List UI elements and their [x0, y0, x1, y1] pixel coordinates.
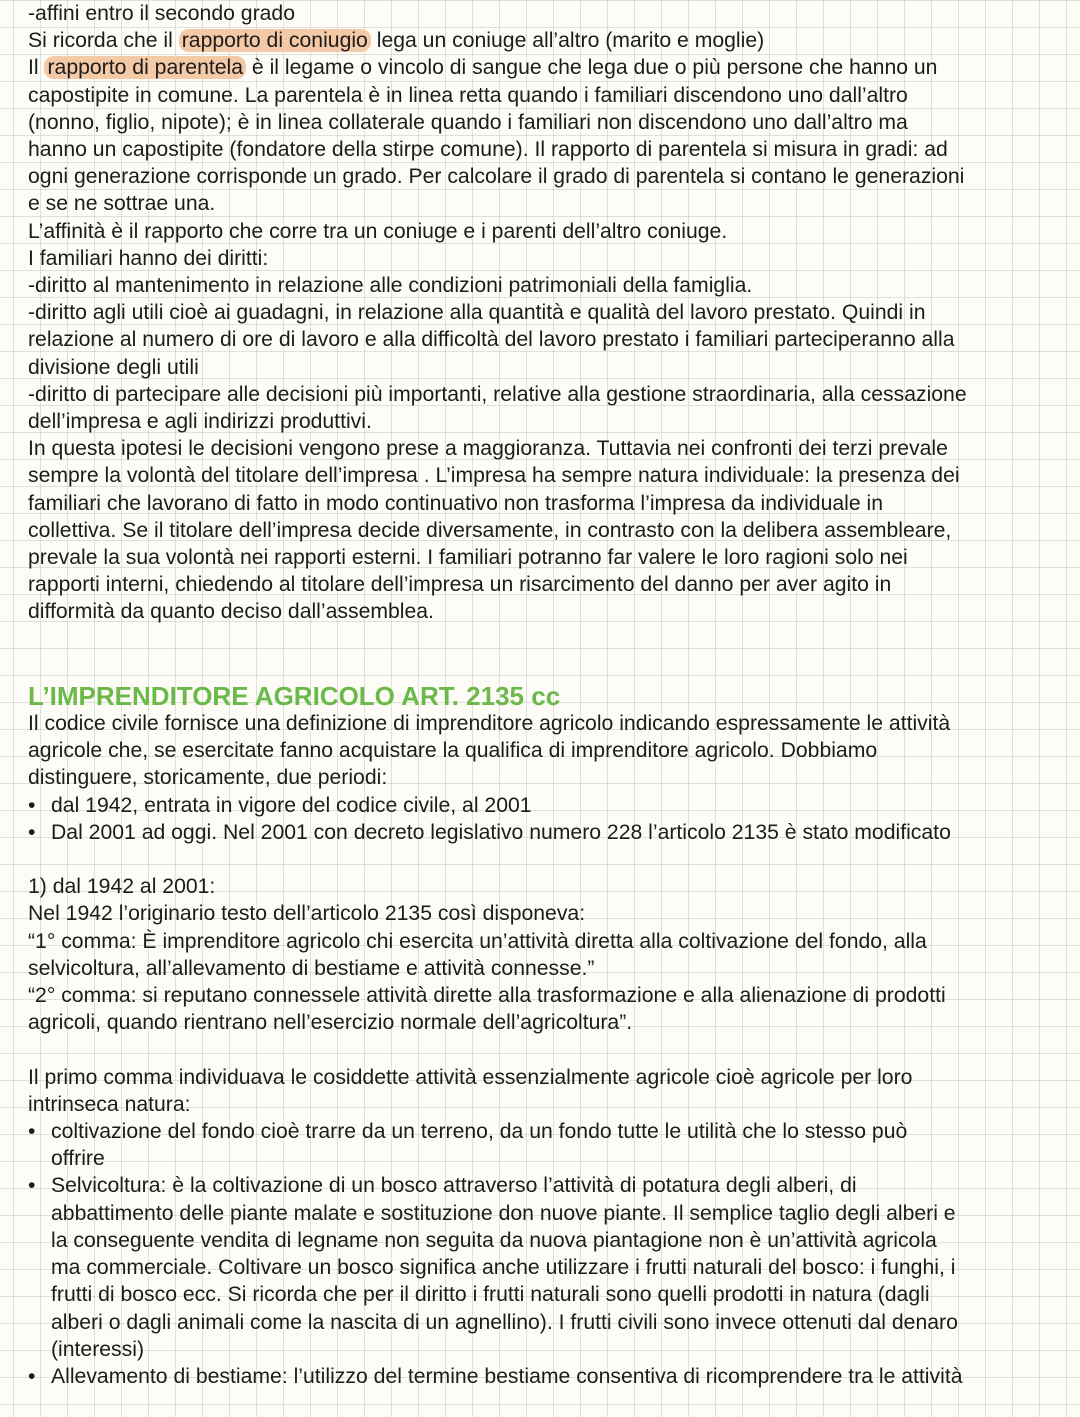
spacer — [28, 626, 1068, 653]
bullet-item — [28, 792, 1068, 819]
paragraph-1942 — [28, 873, 1068, 1036]
text-line: -diritto di partecipare alle decisioni più importanti, relative alla gestione straordinaria, alla cessazione — [28, 382, 967, 406]
text-line: rapporti interni, chiedendo al titolare dell’impresa un risarcimento del danno per aver agito in — [28, 573, 892, 597]
text-line: capostipite in comune. La parentela è in linea retta quando i familiari discendono uno dall’altro — [28, 83, 908, 107]
highlight-rapporto-coniugio: rapporto di coniugio — [179, 29, 371, 52]
text-line: Il primo comma individuava le cosiddette attività essenzialmente agricole cioè agricole per loro — [28, 1065, 913, 1089]
text-segment: è il legame o vincolo di sangue che lega due o più persone che hanno un — [246, 56, 938, 80]
section-heading: L’IMPRENDITORE AGRICOLO ART. 2135 cc — [28, 680, 561, 711]
text-line: -affini entro il secondo grado — [28, 2, 295, 25]
text-line: ogni generazione corrisponde un grado. Per calcolare il grado di parentela si contano le generazioni — [28, 165, 965, 189]
spacer — [28, 846, 1068, 873]
text-line: hanno un capostipite (fondatore della stirpe comune). Il rapporto di parentela si misura in gradi: ad — [28, 138, 948, 162]
bullet-item — [28, 819, 1068, 846]
text-line: prevale la sua volontà nei rapporti esterni. I familiari potranno far valere le loro ragioni solo nei — [28, 546, 908, 570]
text-line: divisione degli utili — [28, 355, 199, 379]
text-line: intrinseca natura: — [28, 1092, 191, 1116]
notes-page — [28, 0, 1068, 1390]
text-line: agricole che, se esercitate fanno acquistare la qualifica di imprenditore agricolo. Dobbiamo — [28, 739, 878, 763]
text-line: L’affinità è il rapporto che corre tra un coniuge e i parenti dell’altro coniuge. — [28, 219, 728, 243]
text-segment: lega un coniuge all’altro (marito e moglie) — [370, 29, 765, 53]
bullet-text: Dal 2001 ad oggi. Nel 2001 con decreto legislativo numero 228 l’articolo 2135 è stato modificato — [51, 820, 951, 844]
text-line: distinguere, storicamente, due periodi: — [28, 766, 388, 790]
text-line: (nonno, figlio, nipote); è in linea collaterale quando i familiari non discendono uno dall’altro ma — [28, 110, 908, 134]
text-line: sempre la volontà del titolare dell’impresa . L’impresa ha sempre natura individuale: la presenza dei — [28, 464, 960, 488]
text-line-highlight-coniugio — [28, 27, 1068, 54]
text-line: agricoli, quando rientrano nell’esercizio normale dell’agricoltura”. — [28, 1011, 633, 1035]
text-line: difformità da quanto deciso dall’assemblea. — [28, 600, 434, 624]
highlight-rapporto-parentela: rapporto di parentela — [44, 56, 246, 79]
text-line: Nel 1942 l’originario testo dell’articolo 2135 così disponeva: — [28, 902, 586, 926]
bullet-icon: • — [28, 1174, 36, 1198]
bullet-item — [28, 1363, 1068, 1390]
text-line: In questa ipotesi le decisioni vengono prese a maggioranza. Tuttavia nei confronti dei terzi prevale — [28, 437, 948, 461]
bullet-continuation: (interessi) — [51, 1337, 145, 1361]
periods-list — [28, 792, 1068, 846]
bullet-text: dal 1942, entrata in vigore del codice civile, al 2001 — [51, 793, 532, 817]
bullet-continuation: abbattimento delle piante malate e sostituzione don nuove piante. Il semplice taglio degli alberi e — [51, 1201, 956, 1225]
text-line: dell’impresa e agli indirizzi produttivi. — [28, 410, 372, 434]
text-segment: Si ricorda che il — [28, 29, 179, 53]
text-line: 1) dal 1942 al 2001: — [28, 875, 216, 899]
text-line: Il codice civile fornisce una definizione di imprenditore agricolo indicando espressamente le attività — [28, 712, 951, 736]
bullet-item — [28, 1172, 1068, 1199]
bullet-continuation: la conseguente vendita di legname non seguita da nuova piantagione non è un’attività agricola — [51, 1228, 937, 1252]
bullet-icon: • — [28, 1364, 36, 1388]
paragraph-primo-comma — [28, 1064, 1068, 1118]
text-segment: Il — [28, 56, 45, 80]
text-line: relazione al numero di ore di lavoro e alla difficoltà del lavoro prestato i familiari parteciperanno alla — [28, 328, 955, 352]
activities-list — [28, 1118, 1068, 1390]
bullet-continuation: ma commerciale. Coltivare un bosco significa anche utilizzare i frutti naturali del bosco: i funghi, i — [51, 1256, 956, 1280]
bullet-continuation: offrire — [51, 1147, 105, 1171]
bullet-text: coltivazione del fondo cioè trarre da un terreno, da un fondo tutte le utilità che lo stesso può — [51, 1120, 908, 1144]
text-line: “1° comma: È imprenditore agricolo chi esercita un’attività diretta alla coltivazione del fondo, alla — [28, 929, 927, 953]
paragraph-familiari — [28, 82, 1068, 626]
bullet-text: Selvicoltura: è la coltivazione di un bosco attraverso l’attività di potatura degli alberi, di — [51, 1174, 857, 1198]
spacer — [28, 1036, 1068, 1063]
text-line-highlight-parentela — [28, 54, 1068, 81]
text-line: selvicoltura, all’allevamento di bestiame e attività connesse.” — [28, 956, 595, 980]
bullet-icon: • — [28, 820, 36, 844]
text-line: -diritto agli utili cioè ai guadagni, in relazione alla quantità e qualità del lavoro prestato. Quindi in — [28, 301, 926, 325]
paragraph-intro — [28, 710, 1068, 792]
bullet-text: Allevamento di bestiame: l’utilizzo del termine bestiame consentiva di ricomprendere tra le attività — [51, 1364, 963, 1388]
text-line: “2° comma: si reputano connessele attività dirette alla trasformazione e alla alienazione di prodotti — [28, 984, 946, 1008]
text-line: familiari che lavorano di fatto in modo continuativo non trasforma l’impresa da individuale in — [28, 491, 884, 515]
bullet-item — [28, 1118, 1068, 1145]
bullet-continuation: frutti di bosco ecc. Si ricorda che per il diritto i frutti naturali sono quelli prodotti in natura (dagli — [51, 1283, 930, 1307]
bullet-continuation: alberi o dagli animali come la nascita di un agnellino). I frutti civili sono invece ottenuti dal denaro — [51, 1310, 958, 1334]
text-line: collettiva. Se il titolare dell’impresa decide diversamente, in contrasto con la delibera assembleare, — [28, 518, 952, 542]
text-line: I familiari hanno dei diritti: — [28, 246, 269, 270]
bullet-icon: • — [28, 1120, 36, 1144]
text-line: -diritto al mantenimento in relazione alle condizioni patrimoniali della famiglia. — [28, 274, 753, 298]
text-line: e se ne sottrae una. — [28, 192, 216, 216]
bullet-icon: • — [28, 793, 36, 817]
